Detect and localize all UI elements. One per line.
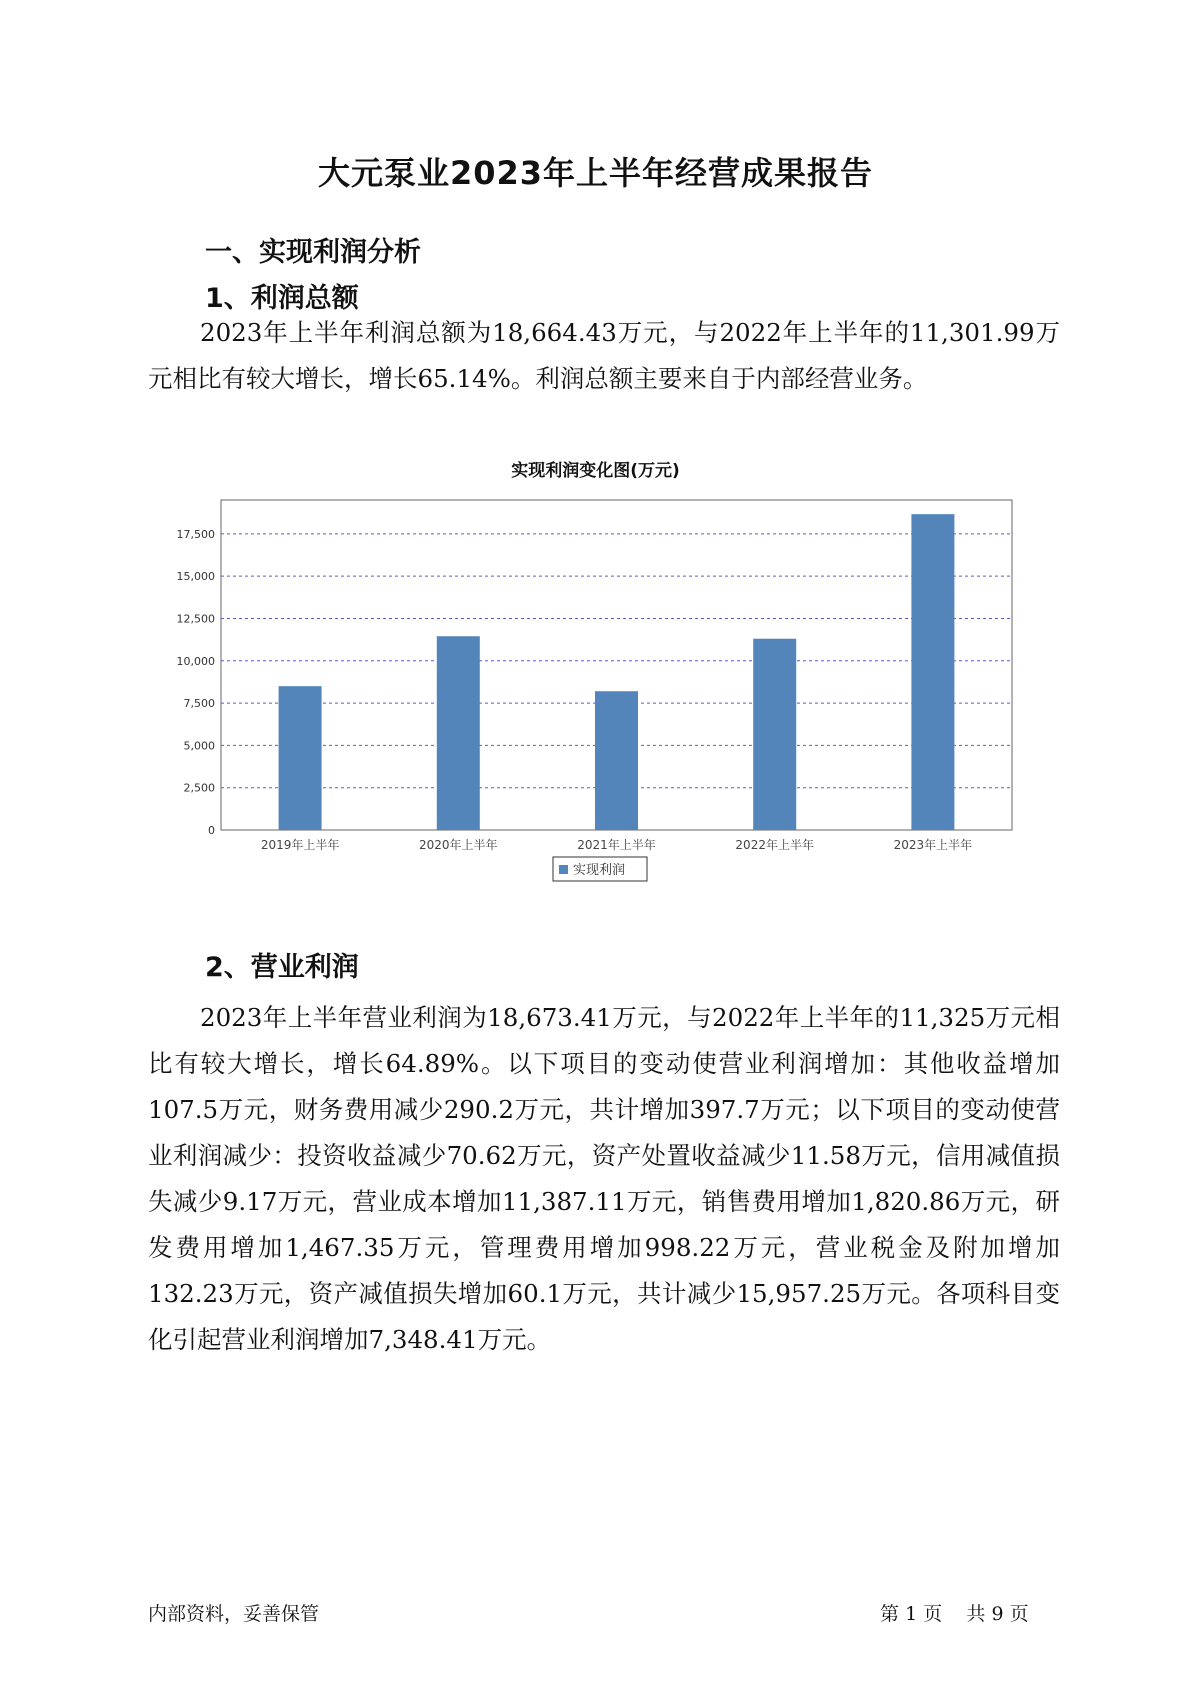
page-title: 大元泵业2023年上半年经营成果报告: [317, 154, 874, 192]
page-current: 1: [905, 1603, 918, 1625]
bar: [911, 514, 954, 830]
y-tick-label: 17,500: [176, 527, 215, 541]
y-tick-label: 10,000: [176, 654, 215, 668]
bar: [279, 686, 322, 830]
x-tick-label: 2019年上半年: [260, 838, 340, 852]
bar: [437, 636, 480, 830]
y-tick-label: 5,000: [183, 739, 215, 753]
page-total-prefix: 共: [966, 1603, 986, 1625]
page-mid: 页: [923, 1603, 943, 1625]
page-suffix: 页: [1009, 1603, 1029, 1625]
paragraph-total-profit: 2023年上半年利润总额为18,664.43万元，与2022年上半年的11,301.99万元相比有较大增长，增长65.14%。利润总额主要来自于内部经营业务。: [148, 318, 1060, 393]
section-heading-profit-analysis: 一、实现利润分析: [205, 237, 421, 268]
y-tick-label: 15,000: [176, 570, 215, 584]
y-tick-label: 12,500: [176, 612, 215, 626]
bar: [753, 639, 796, 830]
y-tick-label: 7,500: [183, 697, 215, 711]
subheading-total-profit: 1、利润总额: [205, 283, 359, 314]
y-tick-label: 2,500: [183, 781, 215, 795]
legend-label: 实现利润: [573, 863, 626, 878]
profit-bar-chart: [150, 490, 1030, 900]
subheading-operating-profit: 2、营业利润: [205, 952, 359, 983]
page-total: 9: [991, 1603, 1004, 1625]
legend-swatch: [559, 865, 568, 874]
bar: [595, 691, 638, 830]
footer-confidential-note: 内部资料，妥善保管: [148, 1603, 320, 1625]
x-tick-label: 2022年上半年: [735, 838, 814, 852]
footer-page-number: [880, 1599, 1029, 1626]
x-tick-label: 2023年上半年: [893, 838, 973, 852]
x-tick-label: 2021年上半年: [577, 838, 656, 852]
x-tick-label: 2020年上半年: [419, 838, 498, 852]
y-tick-label: 0: [208, 824, 215, 837]
paragraph-operating-profit: 2023年上半年营业利润为18,673.41万元，与2022年上半年的11,325万元相比有较大增长，增长64.89%。以下项目的变动使营业利润增加：其他收益增加107.5万元，财务费用减少290.2万元，共计增加397.7万元；以下项目的变动使营业利润减少：投资收益减少70.62万元，资产处置收益减少11.58万元，信用减值损失减少9.17万元，营业成本增加11,387.11万元，销售费用增加1,820.86万元，研发费用增加1,467.35万元，管理费用增加998.22万元，营业税金及附加增加132.23万元，资产减值损失增加60.1万元，共计减少15,957.25万元。各项科目变化引起营业利润增加7,348.41万元。: [148, 1003, 1060, 1354]
page-prefix: 第: [880, 1603, 900, 1625]
chart-title: 实现利润变化图(万元): [511, 461, 680, 481]
